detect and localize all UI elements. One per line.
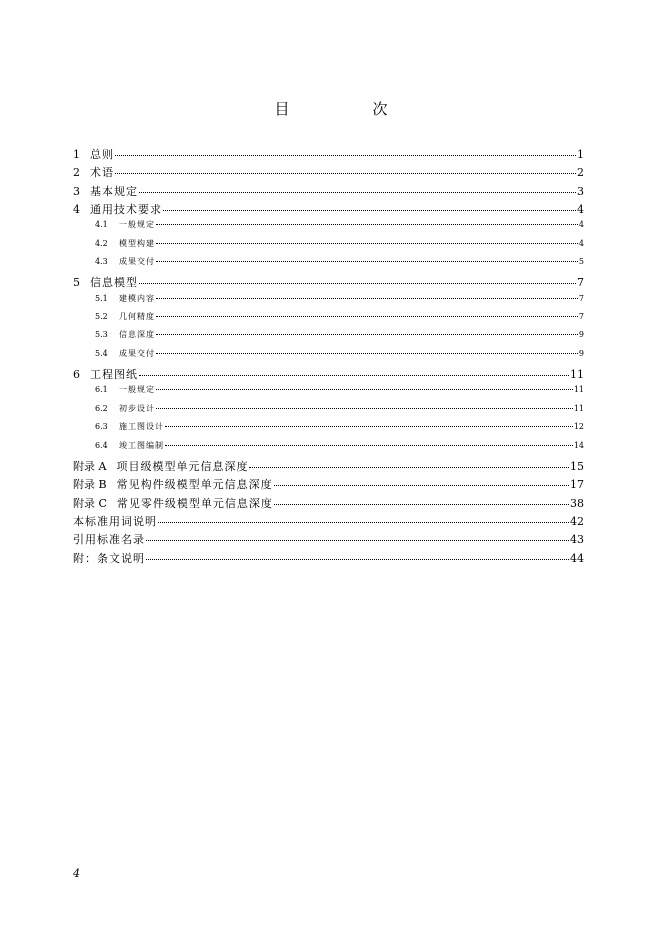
dot-leader xyxy=(158,522,569,523)
toc-entry-number: 4 xyxy=(73,203,80,217)
toc-entry-page: 2 xyxy=(577,166,584,180)
toc-entry-number: 5.1 xyxy=(95,293,108,303)
toc-subentry[interactable] xyxy=(73,403,584,421)
toc-entry-number: 3 xyxy=(73,184,80,198)
toc-entry[interactable] xyxy=(73,164,584,182)
toc-entry-number: 2 xyxy=(73,166,80,180)
toc-entry-page: 9 xyxy=(578,330,584,340)
toc-entry-number: 6.2 xyxy=(95,403,108,413)
dot-leader xyxy=(146,559,569,560)
toc-entry-title: 建模内容 xyxy=(119,293,155,303)
toc-entry-number: 附录 C xyxy=(73,496,107,510)
toc-entry-page: 11 xyxy=(573,403,584,413)
dot-leader xyxy=(139,283,576,284)
toc-entry-title: 成果交付 xyxy=(119,348,155,358)
toc-entry-number: 6 xyxy=(73,368,80,382)
dot-leader xyxy=(156,243,578,244)
toc-subentry[interactable] xyxy=(73,293,584,311)
toc-entry-title: 模型构建 xyxy=(119,238,155,248)
toc-entry-page: 3 xyxy=(577,184,584,198)
toc-entry[interactable] xyxy=(73,201,584,219)
dot-leader xyxy=(139,192,576,193)
toc-entry-page: 9 xyxy=(578,348,584,358)
dot-leader xyxy=(156,389,573,390)
toc-entry-number: 5 xyxy=(73,276,80,290)
toc-subentry[interactable] xyxy=(73,440,584,458)
dot-leader xyxy=(115,173,576,174)
toc-entry-title: 信息模型 xyxy=(90,276,138,290)
toc-entry-page: 12 xyxy=(573,422,584,432)
dot-leader xyxy=(156,224,578,225)
dot-leader xyxy=(163,210,576,211)
toc-entry-page: 38 xyxy=(570,496,584,510)
dot-leader xyxy=(249,467,569,468)
toc-entry-page: 44 xyxy=(570,551,584,565)
toc-entry-page: 4 xyxy=(577,203,584,217)
toc-entry-page: 4 xyxy=(578,238,584,248)
toc-entry-page: 15 xyxy=(570,459,584,473)
toc-entry[interactable] xyxy=(73,495,584,513)
toc-entry-page: 4 xyxy=(578,220,584,230)
toc-subentry[interactable] xyxy=(73,384,584,402)
toc-entry-title: 基本规定 xyxy=(90,184,138,198)
toc-entry[interactable] xyxy=(73,146,584,164)
toc-subentry[interactable] xyxy=(73,348,584,366)
toc-entry-page: 7 xyxy=(577,276,584,290)
toc-entry-title: 常见零件级模型单元信息深度 xyxy=(116,496,273,510)
toc-subentry[interactable] xyxy=(73,311,584,329)
toc-entry-title: 一般规定 xyxy=(119,385,155,395)
dot-leader xyxy=(274,504,569,505)
toc-entry-number: 5.2 xyxy=(95,312,108,322)
dot-leader xyxy=(165,445,573,446)
toc-entry-title: 成果交付 xyxy=(119,257,155,267)
toc-entry-title: 工程图纸 xyxy=(90,368,138,382)
toc-entry-title: 施工图设计 xyxy=(119,422,164,432)
toc-entry-number: 5.4 xyxy=(95,348,108,358)
toc-entry-number: 1 xyxy=(73,148,80,161)
dot-leader xyxy=(156,298,578,299)
page-title: 目 次 xyxy=(274,100,422,118)
toc-entry-title: 信息深度 xyxy=(119,330,155,340)
dot-leader xyxy=(165,426,573,427)
toc-entry-page: 42 xyxy=(570,514,584,528)
toc-entry-title: 几何精度 xyxy=(119,312,155,322)
toc-entry[interactable] xyxy=(73,183,584,201)
toc-entry-number: 4.3 xyxy=(95,257,108,267)
dot-leader xyxy=(156,334,578,335)
toc-entry[interactable] xyxy=(73,550,584,568)
toc-entry[interactable] xyxy=(73,513,584,531)
toc-subentry[interactable] xyxy=(73,238,584,256)
toc-entry-page: 5 xyxy=(578,257,584,267)
toc-entry-number: 附录 A xyxy=(73,459,107,473)
toc-entry-title: 术语 xyxy=(90,166,114,180)
toc-subentry[interactable] xyxy=(73,421,584,439)
toc-entry-page: 1 xyxy=(577,148,584,161)
toc-entry-title: 项目级模型单元信息深度 xyxy=(116,459,249,473)
toc-entry-title: 总则 xyxy=(90,148,114,161)
toc-entry-number: 4.2 xyxy=(95,238,108,248)
dot-leader xyxy=(156,261,578,262)
toc-entry-page: 11 xyxy=(573,385,584,395)
toc-entry-title: 本标准用词说明 xyxy=(73,514,157,528)
dot-leader xyxy=(156,316,578,317)
toc-entry-page: 17 xyxy=(570,478,584,492)
toc-entry-number: 附录 B xyxy=(73,478,107,492)
toc-entry-page: 14 xyxy=(573,440,584,450)
toc-entry-title: 初步设计 xyxy=(119,403,155,413)
toc-entry[interactable] xyxy=(73,458,584,476)
toc-entry[interactable] xyxy=(73,366,584,384)
toc-entry-number: 4.1 xyxy=(95,220,108,230)
toc-entry-title: 附：条文说明 xyxy=(73,551,145,565)
toc-entry-title: 通用技术要求 xyxy=(90,203,162,217)
toc-entry[interactable] xyxy=(73,531,584,549)
toc-entry-number: 6.4 xyxy=(95,440,108,450)
toc-entry-number: 5.3 xyxy=(95,330,108,340)
toc-entry-page: 43 xyxy=(570,533,584,547)
dot-leader xyxy=(139,375,569,376)
dot-leader xyxy=(146,540,569,541)
toc-entry-number: 6.3 xyxy=(95,422,108,432)
toc-entry-title: 常见构件级模型单元信息深度 xyxy=(116,478,273,492)
toc-subentry[interactable] xyxy=(73,256,584,274)
toc-entry-title: 引用标准名录 xyxy=(73,533,145,547)
toc-entry-title: 竣工图编制 xyxy=(119,440,164,450)
toc-subentry[interactable] xyxy=(73,329,584,347)
toc-entry-page: 7 xyxy=(578,293,584,303)
dot-leader xyxy=(156,408,573,409)
toc-entry-number: 6.1 xyxy=(95,385,108,395)
dot-leader xyxy=(274,485,569,486)
dot-leader xyxy=(115,155,576,156)
toc-entry-title: 一般规定 xyxy=(119,220,155,230)
toc-entry[interactable] xyxy=(73,274,584,292)
table-of-contents xyxy=(73,146,584,568)
toc-entry[interactable] xyxy=(73,476,584,494)
toc-entry-page: 11 xyxy=(570,368,584,382)
toc-entry-page: 7 xyxy=(578,312,584,322)
page-number: 4 xyxy=(73,867,80,880)
toc-subentry[interactable] xyxy=(73,219,584,237)
dot-leader xyxy=(156,353,578,354)
